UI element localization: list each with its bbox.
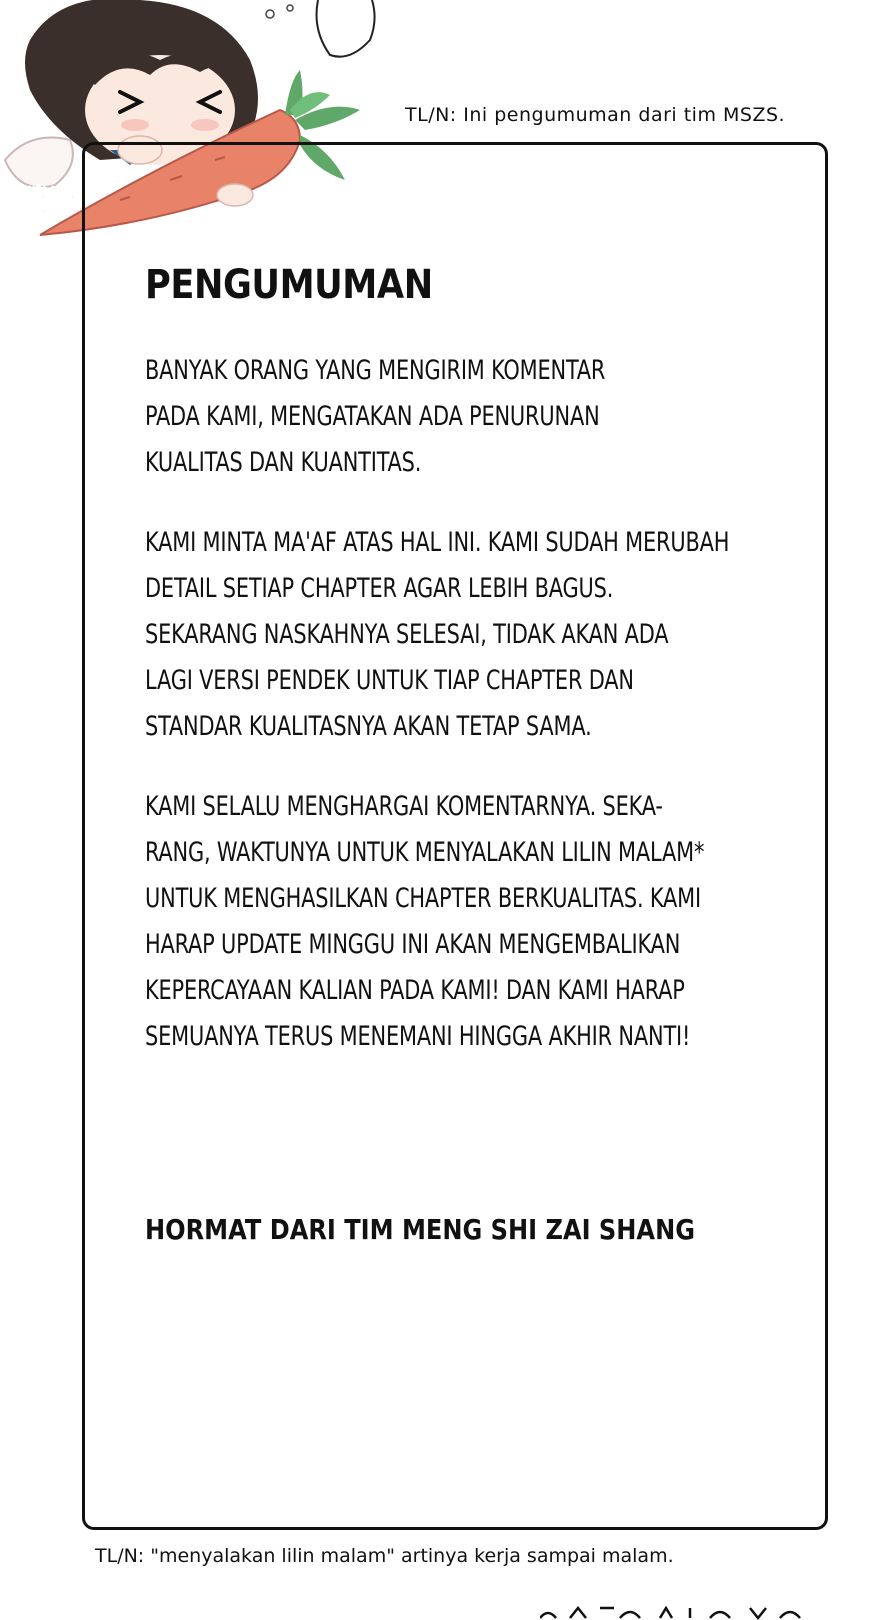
paragraph-line: PADA KAMI, MENGATAKAN ADA PENURUNAN xyxy=(145,401,600,432)
paragraph-line: UNTUK MENGHASILKAN CHAPTER BERKUALITAS. KAMI xyxy=(145,883,701,914)
announcement-signoff: HORMAT DARI TIM MENG SHI ZAI SHANG xyxy=(145,1213,695,1246)
bunny-ear xyxy=(5,138,73,188)
announcement-title: PENGUMUMAN xyxy=(145,262,433,308)
paragraph-line: BANYAK ORANG YANG MENGIRIM KOMENTAR xyxy=(145,355,606,386)
paragraph-line: KAMI SELALU MENGHARGAI KOMENTARNYA. SEKA- xyxy=(145,791,663,822)
paragraph-line: SEMUANYA TERUS MENEMANI HINGGA AKHIR NANTI! xyxy=(145,1021,691,1052)
paragraph-line: LAGI VERSI PENDEK UNTUK TIAP CHAPTER DAN xyxy=(145,665,634,696)
paragraph-line: HARAP UPDATE MINGGU INI AKAN MENGEMBALIKAN xyxy=(145,929,681,960)
paragraph-line: RANG, WAKTUNYA UNTUK MENYALAKAN LILIN MALAM* xyxy=(145,837,705,868)
cropped-text-fragment xyxy=(540,1604,820,1620)
paragraph-line: KAMI MINTA MA'AF ATAS HAL INI. KAMI SUDAH MERUBAH xyxy=(145,527,730,558)
announcement-paragraph xyxy=(145,520,825,750)
announcement-paragraph xyxy=(145,348,825,486)
translator-note-bottom: TL/N: "menyalakan lilin malam" artinya kerja sampai malam. xyxy=(95,1545,674,1567)
translator-note-top: TL/N: Ini pengumuman dari tim MSZS. xyxy=(405,104,786,126)
speech-bubble-fragment xyxy=(317,0,375,57)
paragraph-line: SEKARANG NASKAHNYA SELESAI, TIDAK AKAN ADA xyxy=(145,619,669,650)
announcement-body xyxy=(145,262,825,1094)
sticker-text: 呜呜 xyxy=(20,183,80,218)
paragraph-line: DETAIL SETIAP CHAPTER AGAR LEBIH BAGUS. xyxy=(145,573,614,604)
paragraph-line: KUALITAS DAN KUANTITAS. xyxy=(145,447,422,478)
announcement-paragraph xyxy=(145,784,825,1060)
paragraph-line: STANDAR KUALITASNYA AKAN TETAP SAMA. xyxy=(145,711,592,742)
paragraph-line: KEPERCAYAAN KALIAN PADA KAMI! DAN KAMI HARAP xyxy=(145,975,685,1006)
